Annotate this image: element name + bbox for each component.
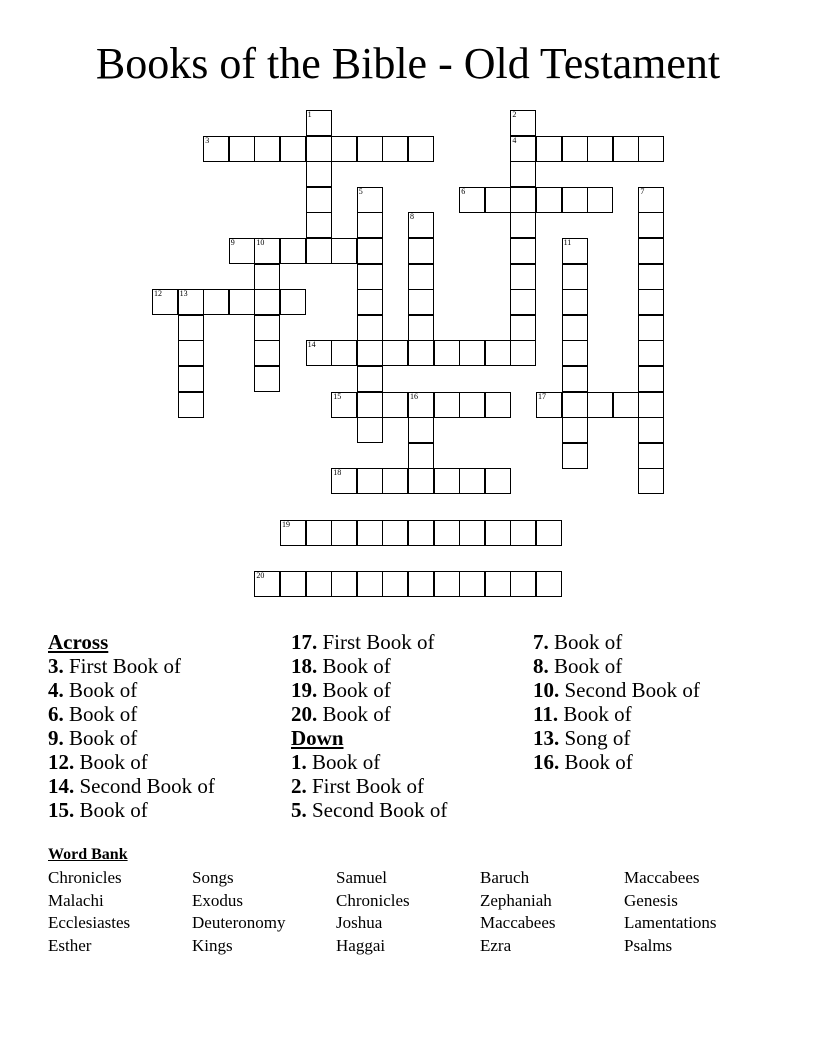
clue-text: Second Book of [559,678,700,702]
crossword-cell [638,136,664,162]
cell-number: 4 [512,135,517,145]
crossword-cell [357,136,383,162]
crossword-cell [434,468,460,494]
cell-number: 17 [538,391,546,401]
word-bank-title: Word Bank [48,846,128,863]
crossword-cell [306,161,332,187]
crossword-cell [485,340,511,366]
crossword-cell [485,571,511,597]
crossword-cell [638,366,664,392]
clue-text: Book of [317,702,391,726]
crossword-cell [638,289,664,315]
cell-number: 5 [358,186,363,196]
crossword-cell [306,340,332,366]
crossword-cell [408,340,434,366]
crossword-cell [510,315,536,341]
crossword-cell [510,238,536,264]
clue-number: 10. [533,678,560,702]
crossword-cell [638,264,664,290]
clue-text: Book of [559,750,633,774]
crossword-cell [638,468,664,494]
crossword-cell [408,443,434,469]
clues-column-3 [533,630,700,774]
crossword-cell [562,187,588,213]
crossword-cell [357,289,383,315]
crossword-cell [254,238,280,264]
crossword-cell [408,212,434,238]
crossword-cell [306,520,332,546]
crossword-cell [306,136,332,162]
crossword-cell [485,468,511,494]
crossword-cell [408,520,434,546]
word-bank-word: Maccabees [624,868,700,887]
clue-text: Book of [63,702,138,726]
crossword-cell [562,136,588,162]
clue-number: 5. [291,798,307,822]
crossword-cell [254,571,280,597]
clue-text: Book of [317,678,391,702]
crossword-cell [536,571,562,597]
crossword-cell [280,571,306,597]
crossword-cell [178,340,204,366]
clue-number: 20. [291,702,318,726]
clue-number: 8. [533,654,549,678]
crossword-cell [357,187,383,213]
crossword-cell [382,340,408,366]
crossword-cell [203,289,229,315]
crossword-cell [510,289,536,315]
crossword-cell [254,136,280,162]
crossword-cell [562,366,588,392]
crossword-cell [331,520,357,546]
crossword-cell [434,520,460,546]
crossword-cell [562,392,588,418]
crossword-cell [638,187,664,213]
cell-number: 9 [230,238,235,247]
crossword-cell [510,264,536,290]
crossword-cell [331,238,357,264]
clue-across-3 [48,654,215,678]
crossword-cell [306,187,332,213]
crossword-cell [638,340,664,366]
clue-number: 19. [291,678,318,702]
clue-text: Second Book of [306,798,448,822]
crossword-cell [254,340,280,366]
clue-across-14 [48,774,215,798]
clue-number: 7. [533,630,549,654]
word-bank-word: Baruch [480,868,530,887]
crossword-cell [510,161,536,187]
crossword-cell [357,392,383,418]
crossword-cell [562,315,588,341]
crossword-cell [357,264,383,290]
crossword-cell [408,289,434,315]
crossword-cell [178,315,204,341]
crossword-cell [408,264,434,290]
crossword-cell [510,136,536,162]
crossword-cell [638,417,664,443]
crossword-cell [382,520,408,546]
crossword-cell [638,315,664,341]
clue-down-13 [533,726,700,750]
clue-text: Book of [74,798,148,822]
cell-number: 14 [307,340,316,350]
crossword-cell [459,520,485,546]
clue-across-6 [48,702,215,726]
crossword-cell [562,443,588,469]
crossword-cell [254,315,280,341]
crossword-cell [510,187,536,213]
clue-text: Book of [306,750,381,774]
word-bank-word: Samuel [336,868,387,887]
crossword-cell [408,392,434,418]
cell-number: 1 [307,110,312,119]
crossword-cell [357,340,383,366]
crossword-cell [254,366,280,392]
clue-text: Book of [558,702,632,726]
clue-across-15 [48,798,215,822]
crossword-cell [485,187,511,213]
crossword-cell [434,340,460,366]
crossword-cell [408,315,434,341]
crossword-cell [408,136,434,162]
word-bank-word: Ezra [480,936,512,955]
crossword-cell [459,468,485,494]
crossword-cell [382,136,408,162]
clue-across-17 [291,630,447,654]
crossword-cell [510,571,536,597]
word-bank-word: Joshua [336,913,383,932]
crossword-cell [382,468,408,494]
crossword-cell [562,289,588,315]
crossword-cell [280,238,306,264]
word-bank-word: Esther [48,936,92,955]
clue-across-4 [48,678,215,702]
crossword-cell [587,136,613,162]
clue-across-20 [291,702,447,726]
clue-down-10 [533,678,700,702]
clue-text: First Book of [63,654,182,678]
clue-text: Second Book of [74,774,215,798]
crossword-cell [178,366,204,392]
crossword-cell [485,392,511,418]
crossword-cell [485,520,511,546]
crossword-cell [306,238,332,264]
crossword-cell [408,468,434,494]
clue-across-19 [291,678,447,702]
clues-column-1 [48,630,215,822]
crossword-cell [638,238,664,264]
clue-number: 14. [48,774,75,798]
crossword-cell [178,392,204,418]
crossword-cell [536,520,562,546]
clue-number: 4. [48,678,64,702]
crossword-cell [357,238,383,264]
word-bank-word: Chronicles [48,868,122,887]
clue-number: 11. [533,702,559,726]
crossword-cell [382,392,408,418]
clue-number: 6. [48,702,64,726]
clue-down-7 [533,630,700,654]
crossword-cell [357,571,383,597]
crossword-cell [229,238,255,264]
cell-number: 20 [256,570,265,580]
clue-across-12 [48,750,215,774]
clue-text: First Book of [317,630,435,654]
clue-text: Book of [317,654,391,678]
page-title: Books of the Bible - Old Testament [95,39,721,88]
cell-number: 3 [205,135,210,145]
crossword-cell [357,520,383,546]
clue-number: 9. [48,726,64,750]
word-bank-word: Lamentations [624,913,717,932]
crossword-cell [331,392,357,418]
crossword-cell [306,212,332,238]
clue-across-18 [291,654,447,678]
word-bank-word: Malachi [48,891,104,910]
word-bank-word: Maccabees [480,913,556,932]
crossword-cell [229,289,255,315]
clue-number: 2. [291,774,307,798]
crossword-cell [331,136,357,162]
crossword-cell [459,187,485,213]
crossword-cell [510,340,536,366]
clue-text: First Book of [306,774,425,798]
crossword-cell [536,392,562,418]
crossword-cell [510,212,536,238]
crossword-cell [587,187,613,213]
crossword-cell [254,264,280,290]
clue-across-9 [48,726,215,750]
crossword-cell [306,571,332,597]
crossword-cell [382,571,408,597]
crossword-cell [357,366,383,392]
clue-number: 16. [533,750,560,774]
clue-text: Song of [559,726,631,750]
word-bank-word: Genesis [624,891,678,910]
crossword-cell [638,443,664,469]
clue-text: Book of [63,726,138,750]
crossword-cell [562,417,588,443]
crossword-cell [459,340,485,366]
clue-number: 13. [533,726,560,750]
cell-number: 13 [179,289,188,299]
crossword-cell [638,392,664,418]
clue-number: 1. [291,750,307,774]
crossword-cell [562,264,588,290]
clue-down-1 [291,750,447,774]
clue-number: 18. [291,654,318,678]
cell-number: 10 [256,238,265,247]
cell-number: 19 [282,519,290,529]
crossword-cell [536,187,562,213]
clue-text: Book of [548,630,623,654]
crossword-cell [357,468,383,494]
word-bank-word: Zephaniah [480,891,552,910]
crossword-cell [408,417,434,443]
clue-number: 12. [48,750,75,774]
clue-number: 3. [48,654,64,678]
cell-number: 15 [333,391,342,401]
crossword-cell [357,417,383,443]
clue-down-16 [533,750,700,774]
clue-number: 15. [48,798,75,822]
clue-text: Book of [74,750,148,774]
cell-number: 16 [410,391,418,401]
crossword-cell [357,212,383,238]
crossword-cell [562,340,588,366]
down-heading: Down [291,726,344,750]
cell-number: 12 [154,289,162,299]
word-bank-word: Kings [192,936,233,955]
clue-down-2 [291,774,447,798]
word-bank-word: Ecclesiastes [48,913,131,932]
crossword-cell [331,571,357,597]
crossword-cell [229,136,255,162]
across-heading: Across [48,630,109,654]
crossword-cell [613,392,639,418]
crossword-cell [434,392,460,418]
word-bank-word: Psalms [624,936,673,955]
crossword-cell [408,238,434,264]
word-bank-word: Songs [192,868,234,887]
crossword-cell [203,136,229,162]
cell-number: 18 [333,468,342,478]
crossword-cell [510,110,536,136]
cell-number: 11 [563,238,572,247]
word-bank-word: Deuteronomy [192,913,286,932]
crossword-cell [254,289,280,315]
crossword-cell [638,212,664,238]
crossword-cell [562,238,588,264]
crossword-cell [613,136,639,162]
cell-number: 6 [461,186,466,196]
crossword-cell [280,289,306,315]
crossword-cell [331,468,357,494]
clue-down-8 [533,654,700,678]
crossword-cell [306,110,332,136]
crossword-cell [152,289,178,315]
crossword-cell [459,571,485,597]
word-bank-word: Exodus [192,891,243,910]
crossword-cell [434,571,460,597]
clue-down-5 [291,798,447,822]
clue-down-11 [533,702,700,726]
crossword-cell [331,340,357,366]
cell-number: 7 [640,186,645,196]
crossword-cell [178,289,204,315]
clue-text: Book of [548,654,623,678]
crossword-cell [357,315,383,341]
cell-number: 8 [410,212,414,222]
cell-number: 2 [512,110,517,119]
crossword-cell [408,571,434,597]
clue-number: 17. [291,630,318,654]
clue-text: Book of [63,678,138,702]
crossword-cell [536,136,562,162]
crossword-cell [510,520,536,546]
word-bank-word: Haggai [336,936,386,955]
crossword-cell [280,520,306,546]
crossword-cell [459,392,485,418]
clues-column-2 [291,630,447,822]
crossword-cell [587,392,613,418]
crossword-cell [280,136,306,162]
word-bank-word: Chronicles [336,891,410,910]
